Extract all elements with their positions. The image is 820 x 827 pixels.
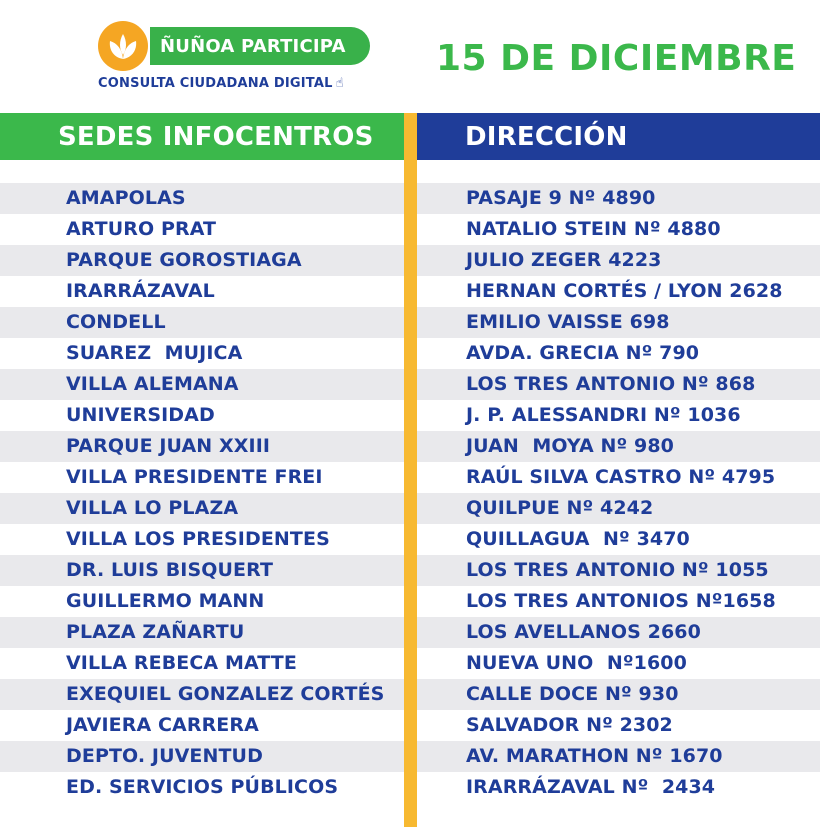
- sede-address: LOS TRES ANTONIOS Nº1658: [466, 590, 776, 612]
- column-divider: [404, 113, 417, 827]
- logo-subtitle: [98, 76, 344, 91]
- sede-address: JULIO ZEGER 4223: [466, 249, 662, 271]
- sede-name: DR. LUIS BISQUERT: [66, 559, 274, 581]
- column-header-sedes: SEDES INFOCENTROS: [0, 113, 404, 160]
- sede-address: SALVADOR Nº 2302: [466, 714, 673, 736]
- sede-address: LOS AVELLANOS 2660: [466, 621, 701, 643]
- sede-name: DEPTO. JUVENTUD: [66, 745, 263, 767]
- sede-name: SUAREZ MUJICA: [66, 342, 243, 364]
- sede-address: CALLE DOCE Nº 930: [466, 683, 679, 705]
- sede-name: VILLA ALEMANA: [66, 373, 239, 395]
- sede-address: HERNAN CORTÉS / LYON 2628: [466, 280, 783, 302]
- hand-pointer-icon: ☝: [335, 76, 344, 91]
- row-band-left: [0, 183, 404, 214]
- sede-name: PARQUE GOROSTIAGA: [66, 249, 302, 271]
- sede-name: ARTURO PRAT: [66, 218, 217, 240]
- sede-address: QUILLAGUA Nº 3470: [466, 528, 690, 550]
- sede-address: RAÚL SILVA CASTRO Nº 4795: [466, 466, 776, 488]
- sede-name: IRARRÁZAVAL: [66, 280, 215, 302]
- sede-name: CONDELL: [66, 311, 166, 333]
- column-header-direccion: DIRECCIÓN: [417, 113, 820, 160]
- logo-subtitle-text: CONSULTA CIUDADANA DIGITAL: [98, 76, 333, 91]
- sede-address: QUILPUE Nº 4242: [466, 497, 654, 519]
- sede-name: JAVIERA CARRERA: [66, 714, 259, 736]
- header: [0, 0, 820, 112]
- sede-address: J. P. ALESSANDRI Nº 1036: [466, 404, 741, 426]
- sede-name: VILLA LOS PRESIDENTES: [66, 528, 330, 550]
- sede-name: PLAZA ZAÑARTU: [66, 621, 245, 643]
- sede-name: AMAPOLAS: [66, 187, 186, 209]
- sede-name: VILLA REBECA MATTE: [66, 652, 297, 674]
- sede-address: IRARRÁZAVAL Nº 2434: [466, 776, 716, 798]
- sede-name: UNIVERSIDAD: [66, 404, 215, 426]
- sede-name: VILLA LO PLAZA: [66, 497, 239, 519]
- sede-name: EXEQUIEL GONZALEZ CORTÉS: [66, 683, 385, 705]
- date-title: 15 DE DICIEMBRE: [436, 38, 797, 79]
- sede-address: PASAJE 9 Nº 4890: [466, 187, 656, 209]
- sede-address: NUEVA UNO Nº1600: [466, 652, 687, 674]
- sede-name: PARQUE JUAN XXIII: [66, 435, 271, 457]
- sede-address: LOS TRES ANTONIO Nº 868: [466, 373, 756, 395]
- sede-address: AVDA. GRECIA Nº 790: [466, 342, 700, 364]
- sede-name: ED. SERVICIOS PÚBLICOS: [66, 776, 339, 798]
- sede-address: EMILIO VAISSE 698: [466, 311, 670, 333]
- sede-address: AV. MARATHON Nº 1670: [466, 745, 723, 767]
- sede-address: JUAN MOYA Nº 980: [466, 435, 674, 457]
- sede-name: VILLA PRESIDENTE FREI: [66, 466, 323, 488]
- row-band-left: [0, 307, 404, 338]
- logo-title: ÑUÑOA PARTICIPA: [150, 27, 370, 65]
- sede-address: NATALIO STEIN Nº 4880: [466, 218, 721, 240]
- leaf-icon: [98, 21, 148, 71]
- sede-name: GUILLERMO MANN: [66, 590, 265, 612]
- sede-address: LOS TRES ANTONIO Nº 1055: [466, 559, 769, 581]
